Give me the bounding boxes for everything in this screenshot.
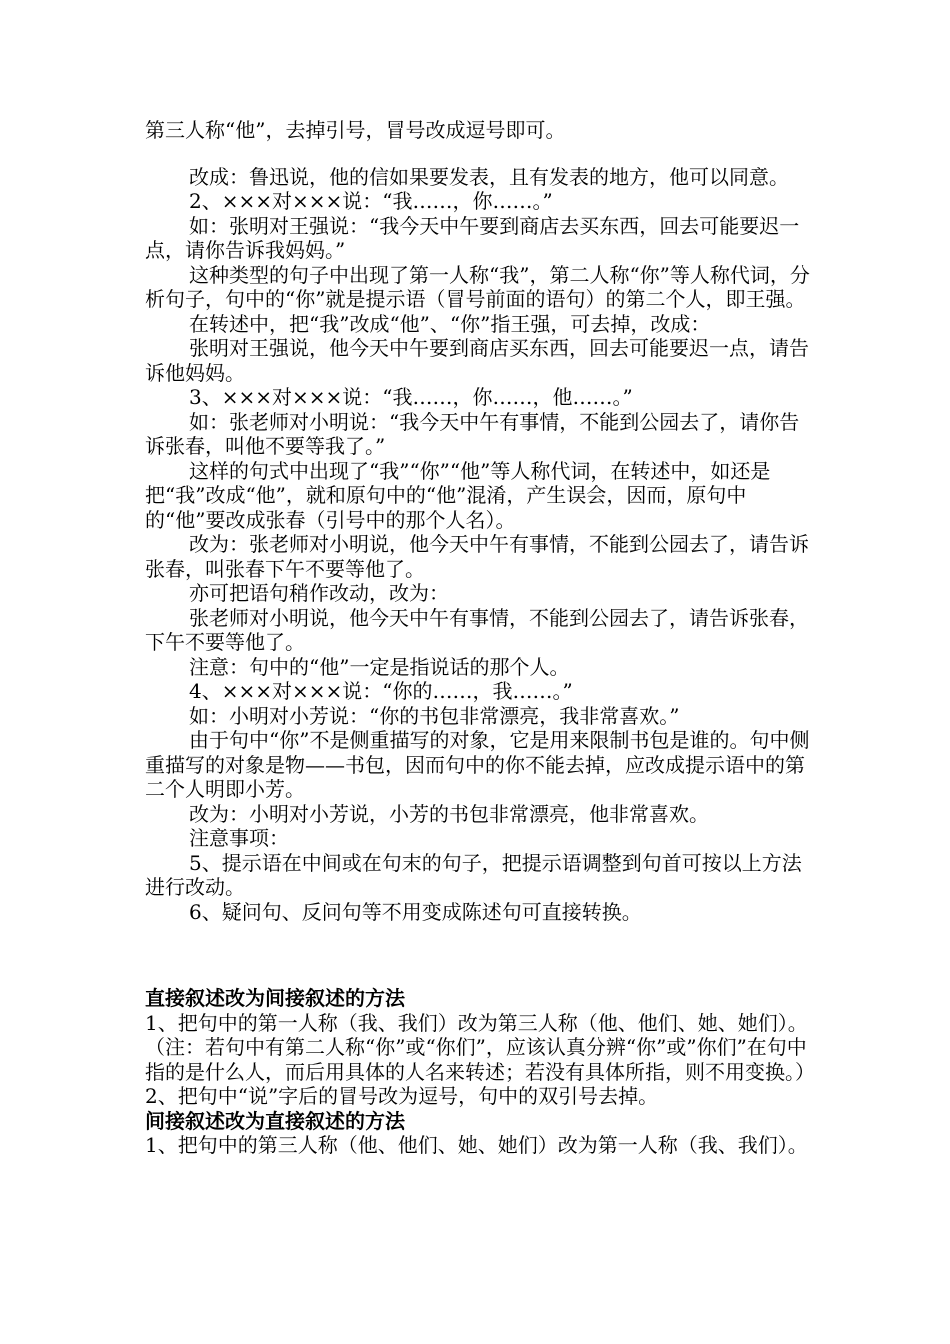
paragraph: 2、把句中“说”字后的冒号改为逗号，句中的双引号去掉。	[145, 1084, 659, 1108]
paragraph: 如：张明对王强说：“我今天中午要到商店去买东西，回去可能要迟一点，请你告诉我妈妈。”	[145, 213, 800, 262]
paragraph: 这种类型的句子中出现了第一人称“我”，第二人称“你”等人称代词，分析句子，句中的“你”就是提示语（冒号前面的语句）的第二个人，即王强。	[145, 262, 810, 311]
paragraph: 3、×××对×××说：“我……，你……，他……。”	[189, 385, 633, 409]
paragraph: 如：张老师对小明说：“我今天中午有事情，不能到公园去了，请你告诉张春，叫他不要等我了。”	[145, 409, 800, 458]
paragraph: 张明对王强说，他今天中午要到商店买东西，回去可能要迟一点，请告诉他妈妈。	[145, 336, 809, 385]
spacer	[145, 143, 813, 165]
paragraph: 2、×××对×××说：“我……，你……。”	[189, 189, 553, 213]
paragraph: 改为：小明对小芳说，小芳的书包非常漂亮，他非常喜欢。	[189, 801, 709, 826]
spacer	[145, 924, 813, 986]
paragraph: 张老师对小明说，他今天中午有事情，不能到公园去了，请告诉张春，下午不要等他了。	[145, 605, 809, 654]
paragraph: 亦可把语句稍作改动，改为：	[189, 581, 449, 605]
paragraph: 第三人称“他”，去掉引号，冒号改成逗号即可。	[145, 118, 566, 142]
paragraph: 改为：张老师对小明说，他今天中午有事情，不能到公园去了，请告诉张春，叫张春下午不要等他了。	[145, 532, 809, 581]
paragraph: 1、把句中的第一人称（我、我们）改为第三人称（他、他们、她、她们）。（注：若句中有第二人称“你”或“你们”，应该认真分辨“你”或”你们”在句中指的是什么人，而后用具体的人名来转述；若没有具体所指，则不用变换。）	[145, 1010, 815, 1084]
document-page	[145, 118, 813, 1158]
paragraph: 注意事项：	[189, 826, 289, 850]
paragraph: 在转述中，把“我”改成“他”、“你”指王强，可去掉，改成：	[189, 311, 711, 336]
paragraph: 6、疑问句、反问句等不用变成陈述句可直接转换。	[189, 899, 642, 924]
paragraph: 1、把句中的第三人称（他、他们、她、她们）改为第一人称（我、我们）。	[145, 1133, 808, 1157]
section-heading: 直接叙述改为间接叙述的方法	[145, 986, 405, 1010]
paragraph: 改成：鲁迅说，他的信如果要发表，且有发表的地方，他可以同意。	[189, 164, 789, 189]
paragraph: 如：小明对小芳说：“你的书包非常漂亮，我非常喜欢。”	[189, 703, 680, 728]
section-heading: 间接叙述改为直接叙述的方法	[145, 1108, 405, 1133]
paragraph: 注意：句中的“他”一定是指说话的那个人。	[189, 654, 570, 679]
paragraph: 4、×××对×××说：“你的……，我……。”	[189, 679, 573, 703]
paragraph: 由于句中“你”不是侧重描写的对象，它是用来限制书包是谁的。句中侧重描写的对象是物——书包，因而句中的你不能去掉，应改成提示语中的第二个人明即小芳。	[145, 728, 810, 801]
paragraph: 5、提示语在中间或在句末的句子，把提示语调整到句首可按以上方法进行改动。	[145, 850, 802, 899]
paragraph: 这样的句式中出现了“我”“你”“他”等人称代词，在转述中，如还是把“我”改成“他”，就和原句中的“他”混淆，产生误会，因而，原句中的“他”要改成张春（引号中的那个人名）。	[145, 458, 771, 532]
